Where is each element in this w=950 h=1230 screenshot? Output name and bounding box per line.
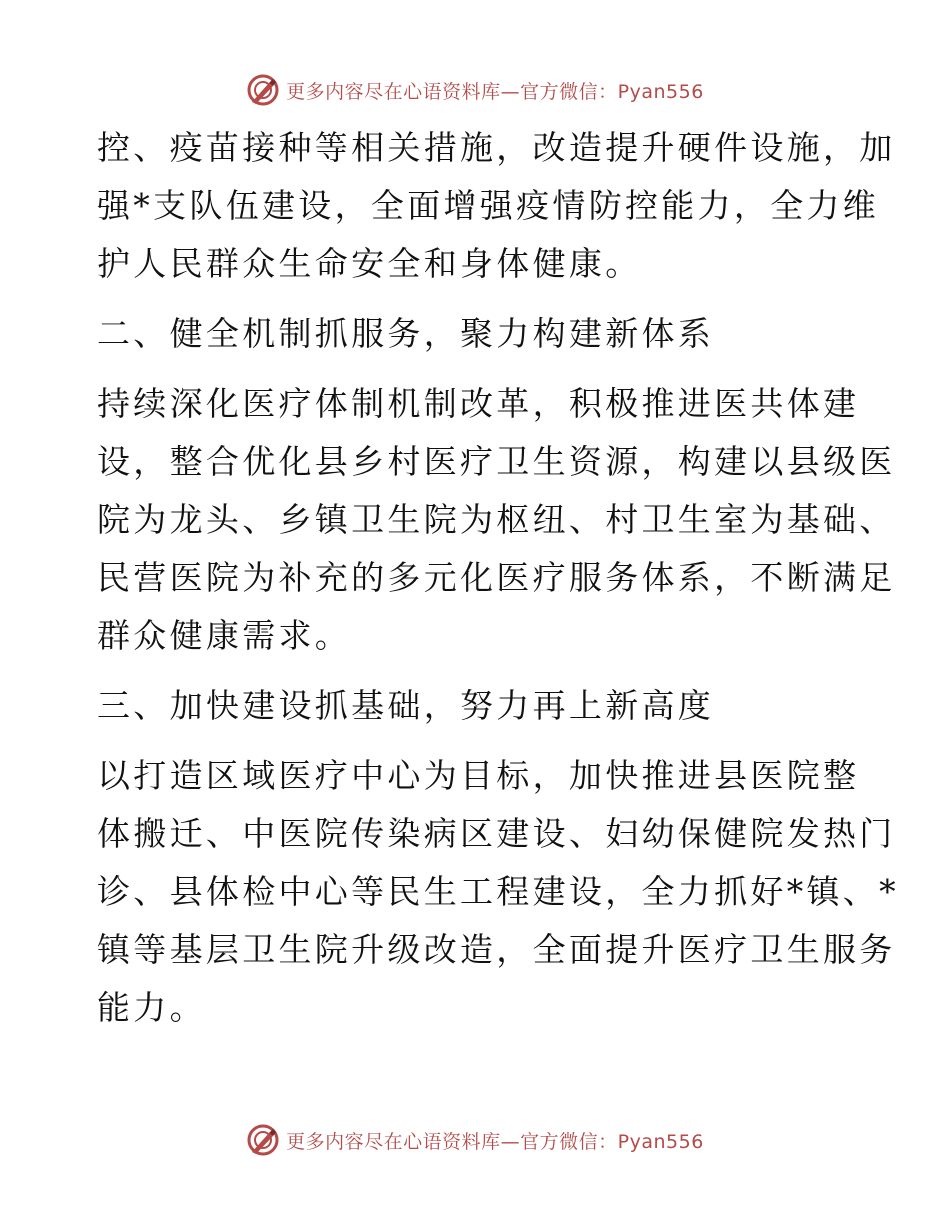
- paragraph-2-line: 民营医院为补充的多元化医疗服务体系，不断满足: [97, 558, 896, 597]
- paragraph-2-line: 院为龙头、乡镇卫生院为枢纽、村卫生室为基础、: [97, 500, 896, 539]
- paragraph-1-line: 控、疫苗接种等相关措施，改造提升硬件设施，加: [97, 128, 896, 167]
- section-heading-2: 二、健全机制抓服务，聚力构建新体系: [97, 314, 715, 353]
- footer-banner: [0, 1122, 950, 1158]
- paragraph-2-line: 设，整合优化县乡村医疗卫生资源，构建以县级医: [97, 442, 896, 481]
- paragraph-2-line: 持续深化医疗体制机制改革，积极推进医共体建: [97, 384, 860, 423]
- paragraph-3-line: 体搬迁、中医院传染病区建设、妇幼保健院发热门: [97, 814, 896, 853]
- paragraph-1-line: 护人民群众生命安全和身体健康。: [97, 244, 642, 283]
- paragraph-2-line: 群众健康需求。: [97, 616, 352, 655]
- paragraph-3-line: 镇等基层卫生院升级改造，全面提升医疗卫生服务: [97, 930, 896, 969]
- document-body: [97, 119, 899, 1037]
- paragraph-3-line: 能力。: [97, 988, 206, 1027]
- section-heading-3: 三、加快建设抓基础，努力再上新高度: [97, 686, 715, 725]
- header-banner: [0, 72, 950, 108]
- header-banner-text: 更多内容尽在心语资料库—官方微信：Pyan556: [286, 80, 704, 103]
- paragraph-1-line: 强*支队伍建设，全面增强疫情防控能力，全力维: [97, 186, 880, 225]
- paragraph-3-line: 以打造区域医疗中心为目标，加快推进县医院整: [97, 756, 860, 795]
- footer-banner-text: 更多内容尽在心语资料库—官方微信：Pyan556: [286, 1130, 704, 1153]
- pen-logo-icon: [246, 73, 280, 107]
- pen-logo-icon: [246, 1123, 280, 1157]
- paragraph-3-line: 诊、县体检中心等民生工程建设，全力抓好*镇、*: [97, 872, 899, 911]
